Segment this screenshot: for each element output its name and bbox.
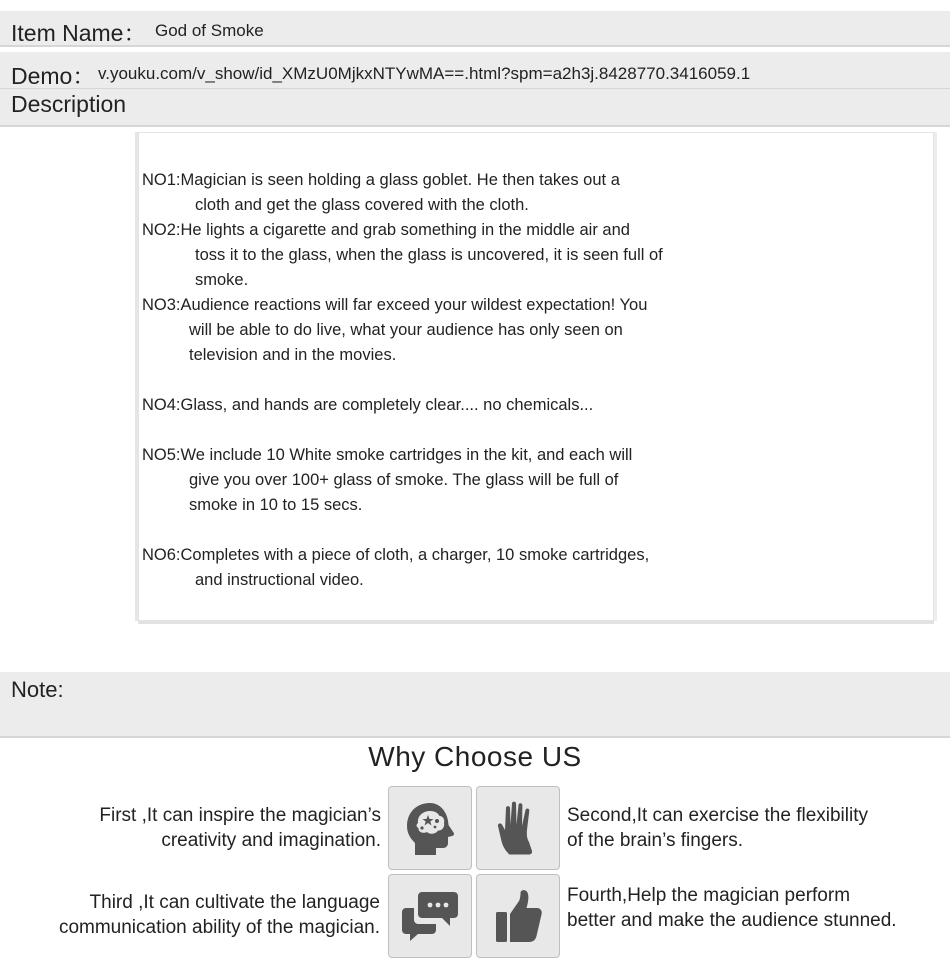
thumbs-up-icon — [492, 888, 544, 944]
feature-1-line: creativity and imagination. — [161, 830, 381, 851]
feature-4-line: better and make the audience stunned. — [567, 910, 897, 931]
description-item-6-cont: and instructional video. — [195, 571, 364, 589]
description-item-2-line: NO2:He lights a cigarette and grab something in the middle air and — [142, 221, 630, 239]
chat-bubbles-icon — [400, 888, 460, 944]
feature-3-text — [0, 890, 380, 940]
description-item-3-cont: television and in the movies. — [189, 346, 397, 364]
description-item-2-cont: toss it to the glass, when the glass is uncovered, it is seen full of — [195, 246, 663, 264]
demo-label: Demo： — [11, 63, 96, 89]
description-item-3 — [142, 293, 762, 368]
note-label: Note: — [11, 677, 64, 702]
description-item-1 — [142, 168, 762, 218]
description-box — [138, 132, 934, 621]
description-item-5 — [142, 443, 762, 518]
feature-3-line: Third ,It can cultivate the language — [89, 892, 380, 913]
hand-icon — [496, 799, 540, 857]
brain-head-icon — [402, 799, 458, 857]
description-item-3-cont: will be able to do live, what your audience has only seen on — [189, 321, 623, 339]
why-choose-us-title: Why Choose US — [368, 741, 582, 772]
description-item-3-line: NO3:Audience reactions will far exceed your wildest expectation! You — [142, 296, 648, 314]
description-item-1-cont: cloth and get the glass covered with the cloth. — [195, 196, 529, 214]
description-item-5-cont: smoke in 10 to 15 secs. — [189, 496, 363, 514]
description-item-5-line: NO5:We include 10 White smoke cartridges in the kit, and each will — [142, 446, 633, 464]
feature-1-tile — [388, 786, 472, 870]
feature-2-tile — [476, 786, 560, 870]
item-name-value: God of Smoke — [155, 21, 264, 40]
item-name-bar — [0, 11, 950, 47]
item-name-label: Item Name： — [11, 20, 147, 46]
feature-3-line: communication ability of the magician. — [58, 917, 380, 938]
feature-1-line: First ,It can inspire the magician’s — [99, 805, 381, 826]
description-item-2 — [142, 218, 762, 293]
feature-1-text — [0, 803, 381, 853]
feature-4-line: Fourth,Help the magician perform — [567, 885, 851, 906]
description-item-6-line: NO6:Completes with a piece of cloth, a charger, 10 smoke cartridges, — [142, 546, 650, 564]
description-item-4-line: NO4:Glass, and hands are completely clear.... no chemicals... — [142, 396, 594, 414]
feature-2-line: of the brain’s fingers. — [567, 830, 744, 851]
description-item-2-cont: smoke. — [195, 271, 249, 289]
description-item-4 — [142, 393, 762, 418]
description-item-6 — [142, 543, 762, 593]
feature-4-tile — [476, 874, 560, 958]
feature-3-tile — [388, 874, 472, 958]
demo-link[interactable]: v.youku.com/v_show/id_XMzU0MjkxNTYwMA==.html?spm=a2h3j.8428770.3416059.1 — [98, 64, 751, 83]
note-bar — [0, 672, 950, 738]
description-label: Description — [11, 91, 127, 117]
description-text — [142, 168, 762, 593]
demo-bar — [0, 52, 950, 90]
description-bar — [0, 89, 950, 127]
description-item-1-line: NO1:Magician is seen holding a glass goblet. He then takes out a — [142, 171, 620, 189]
feature-2-text — [567, 803, 947, 853]
description-item-5-cont: give you over 100+ glass of smoke. The glass will be full of — [189, 471, 619, 489]
feature-2-line: Second,It can exercise the flexibility — [567, 805, 868, 826]
feature-4-text — [567, 883, 950, 933]
